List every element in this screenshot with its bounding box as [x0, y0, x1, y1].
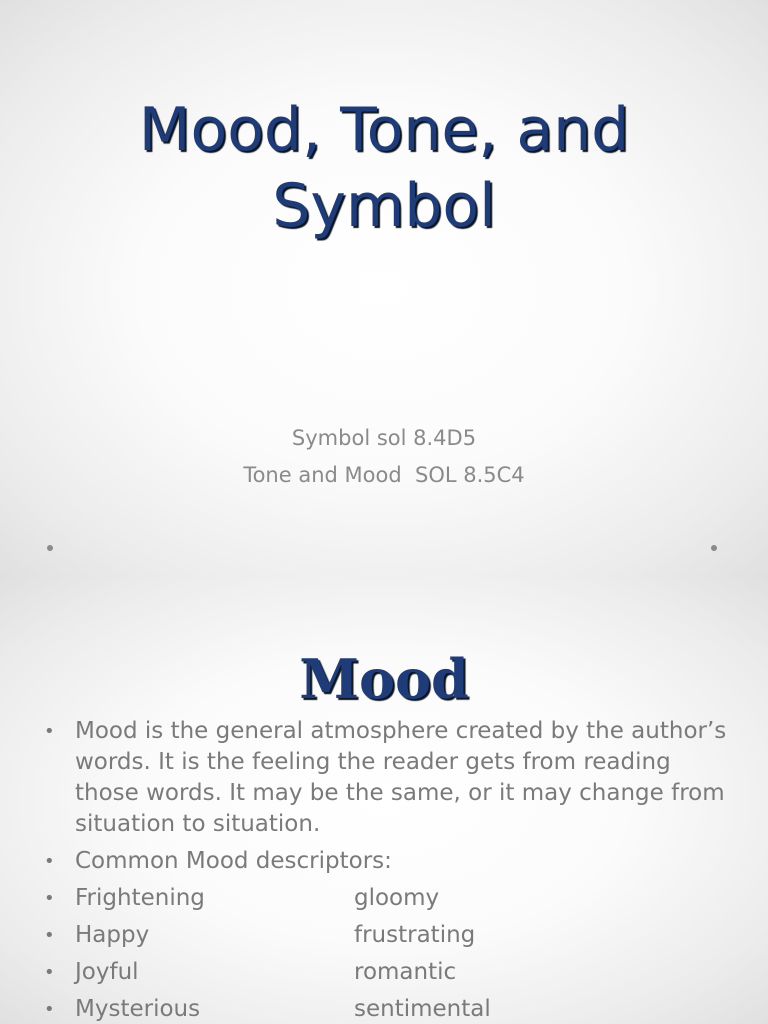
bullet-icon: • [44, 851, 55, 872]
bullet-icon: • [44, 721, 55, 742]
slide-subtitle [0, 420, 768, 494]
title-line-2: Symbol [272, 171, 496, 241]
bullet-icon: • [44, 962, 55, 983]
list-item [44, 883, 734, 914]
descriptor-right: gloomy [354, 885, 440, 911]
left-dot-icon [47, 545, 53, 551]
subtitle-line-2: Tone and Mood SOL 8.5C4 [243, 463, 525, 487]
descriptor-left: Joyful [75, 959, 139, 985]
subtitle-line-1: Symbol sol 8.4D5 [291, 426, 477, 450]
mood-slide [0, 576, 768, 1024]
list-item [44, 994, 734, 1024]
bullet-icon: • [44, 888, 55, 909]
mood-title: Mood [299, 647, 469, 711]
descriptor-left: Frightening [75, 885, 205, 911]
right-dot-icon [711, 545, 717, 551]
list-item [44, 846, 734, 877]
list-item [44, 920, 734, 951]
bullet-text: Common Mood descriptors: [75, 848, 392, 874]
bullet-list [44, 716, 734, 1024]
title-line-1: Mood, Tone, and [138, 95, 630, 165]
list-item [44, 716, 734, 840]
descriptor-right: romantic [354, 959, 457, 985]
descriptor-left: Happy [75, 922, 150, 948]
bullet-text: Mood is the general atmosphere created by the author’s words. It is the feeling the reader gets from reading those words. It may be the same, or it may change from situation to situation. [75, 718, 727, 837]
list-item [44, 957, 734, 988]
descriptor-right: sentimental [354, 996, 491, 1022]
bullet-icon: • [44, 925, 55, 946]
bullet-icon: • [44, 999, 55, 1020]
descriptor-left: Mysterious [75, 996, 201, 1022]
descriptor-right: frustrating [354, 922, 476, 948]
slide-title [0, 92, 768, 244]
